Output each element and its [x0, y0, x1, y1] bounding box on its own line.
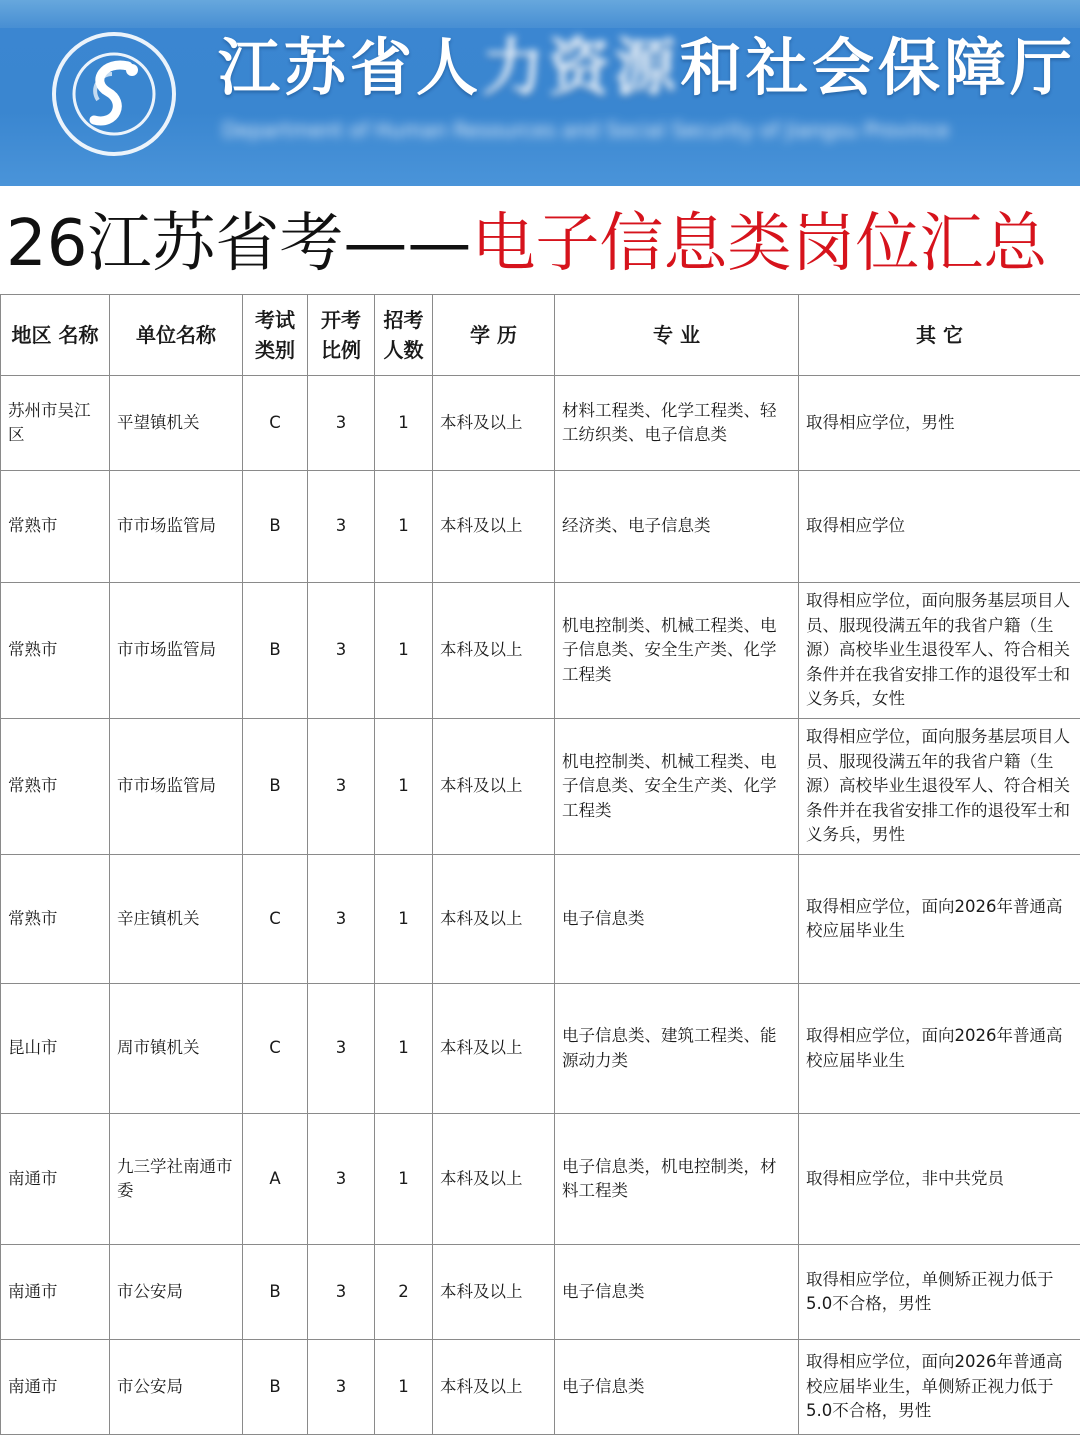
job-table [0, 294, 1080, 1435]
cell-other: 取得相应学位，男性 [799, 376, 1080, 471]
col-header-region: 地区 名称 [1, 295, 110, 376]
cell-education: 本科及以上 [433, 855, 555, 984]
header-banner [0, 0, 1080, 186]
table-row [1, 1340, 1080, 1435]
table-row [1, 583, 1080, 719]
cell-education: 本科及以上 [433, 583, 555, 719]
table-row [1, 471, 1080, 583]
cell-region: 南通市 [1, 1245, 110, 1340]
cell-region: 常熟市 [1, 719, 110, 855]
cell-region: 南通市 [1, 1114, 110, 1245]
table-row [1, 1245, 1080, 1340]
cell-ratio: 3 [308, 984, 375, 1114]
cell-headcount: 1 [375, 855, 433, 984]
cell-other: 取得相应学位，面向服务基层项目人员、服现役满五年的我省户籍（生源）高校毕业生退役军人、符合相关条件并在我省安排工作的退役军士和义务兵，女性 [799, 583, 1080, 719]
cell-major: 材料工程类、化学工程类、轻工纺织类、电子信息类 [555, 376, 799, 471]
cell-other: 取得相应学位，单侧矫正视力低于5.0不合格，男性 [799, 1245, 1080, 1340]
cell-exam-type: B [243, 471, 308, 583]
headline-highlight: 电子信息类岗位汇总 [471, 207, 1048, 281]
cell-major: 电子信息类，机电控制类，材料工程类 [555, 1114, 799, 1245]
cell-exam-type: C [243, 855, 308, 984]
cell-ratio: 3 [308, 376, 375, 471]
col-header-unit: 单位名称 [110, 295, 243, 376]
cell-major: 电子信息类 [555, 1340, 799, 1435]
cell-ratio: 3 [308, 719, 375, 855]
col-header-other: 其 它 [799, 295, 1080, 376]
cell-ratio: 3 [308, 1245, 375, 1340]
page-headline [6, 204, 1080, 284]
cell-headcount: 1 [375, 376, 433, 471]
cell-unit: 平望镇机关 [110, 376, 243, 471]
cell-exam-type: B [243, 1245, 308, 1340]
cell-unit: 市市场监管局 [110, 471, 243, 583]
cell-region: 常熟市 [1, 471, 110, 583]
cell-major: 电子信息类 [555, 1245, 799, 1340]
cell-unit: 周市镇机关 [110, 984, 243, 1114]
cell-headcount: 1 [375, 984, 433, 1114]
cell-major: 经济类、电子信息类 [555, 471, 799, 583]
cell-other: 取得相应学位，非中共党员 [799, 1114, 1080, 1245]
cell-other: 取得相应学位，面向2026年普通高校应届毕业生 [799, 984, 1080, 1114]
cell-ratio: 3 [308, 583, 375, 719]
cell-region: 常熟市 [1, 855, 110, 984]
cell-headcount: 1 [375, 719, 433, 855]
cell-exam-type: B [243, 583, 308, 719]
col-header-exam-type: 考试类别 [243, 295, 308, 376]
table-row [1, 984, 1080, 1114]
cell-other: 取得相应学位，面向2026年普通高校应届毕业生，单侧矫正视力低于5.0不合格，男性 [799, 1340, 1080, 1435]
cell-ratio: 3 [308, 1340, 375, 1435]
cell-major: 电子信息类、建筑工程类、能源动力类 [555, 984, 799, 1114]
cell-unit: 市市场监管局 [110, 583, 243, 719]
cell-other: 取得相应学位 [799, 471, 1080, 583]
cell-headcount: 2 [375, 1245, 433, 1340]
cell-other: 取得相应学位，面向2026年普通高校应届毕业生 [799, 855, 1080, 984]
cell-region: 南通市 [1, 1340, 110, 1435]
cell-headcount: 1 [375, 1114, 433, 1245]
cell-education: 本科及以上 [433, 1340, 555, 1435]
cell-unit: 辛庄镇机关 [110, 855, 243, 984]
cell-major: 电子信息类 [555, 855, 799, 984]
cell-unit: 市市场监管局 [110, 719, 243, 855]
cell-region: 苏州市吴江区 [1, 376, 110, 471]
cell-education: 本科及以上 [433, 376, 555, 471]
cell-exam-type: A [243, 1114, 308, 1245]
cell-headcount: 1 [375, 583, 433, 719]
cell-education: 本科及以上 [433, 1245, 555, 1340]
title-part-visible-1: 江苏省人 [218, 31, 483, 104]
cell-ratio: 3 [308, 471, 375, 583]
table-row [1, 855, 1080, 984]
cell-unit: 市公安局 [110, 1245, 243, 1340]
cell-unit: 市公安局 [110, 1340, 243, 1435]
banner-top-stripe [0, 0, 1080, 28]
table-row [1, 376, 1080, 471]
cell-education: 本科及以上 [433, 984, 555, 1114]
col-header-education: 学 历 [433, 295, 555, 376]
table-row [1, 1114, 1080, 1245]
cell-education: 本科及以上 [433, 471, 555, 583]
cell-education: 本科及以上 [433, 1114, 555, 1245]
title-part-visible-2: 和社会保障厅 [680, 31, 1077, 104]
cell-other: 取得相应学位，面向服务基层项目人员、服现役满五年的我省户籍（生源）高校毕业生退役军人、符合相关条件并在我省安排工作的退役军士和义务兵，男性 [799, 719, 1080, 855]
cell-exam-type: C [243, 984, 308, 1114]
cell-ratio: 3 [308, 855, 375, 984]
col-header-ratio: 开考比例 [308, 295, 375, 376]
cell-headcount: 1 [375, 471, 433, 583]
cell-ratio: 3 [308, 1114, 375, 1245]
col-header-headcount: 招考人数 [375, 295, 433, 376]
cell-headcount: 1 [375, 1340, 433, 1435]
cell-exam-type: B [243, 719, 308, 855]
title-part-blurred: 力资源 [482, 31, 681, 104]
department-subtitle-blurred: Department of Human Resources and Social Security of Jiangsu Province [222, 118, 950, 142]
cell-education: 本科及以上 [433, 719, 555, 855]
table-header-row [1, 295, 1080, 376]
department-title [218, 30, 1077, 106]
headline-prefix: 26江苏省考—— [6, 207, 472, 281]
cell-unit: 九三学社南通市委 [110, 1114, 243, 1245]
table-row [1, 719, 1080, 855]
department-emblem-icon [50, 30, 178, 158]
cell-region: 昆山市 [1, 984, 110, 1114]
col-header-major: 专 业 [555, 295, 799, 376]
cell-major: 机电控制类、机械工程类、电子信息类、安全生产类、化学工程类 [555, 583, 799, 719]
cell-major: 机电控制类、机械工程类、电子信息类、安全生产类、化学工程类 [555, 719, 799, 855]
cell-region: 常熟市 [1, 583, 110, 719]
cell-exam-type: C [243, 376, 308, 471]
cell-exam-type: B [243, 1340, 308, 1435]
